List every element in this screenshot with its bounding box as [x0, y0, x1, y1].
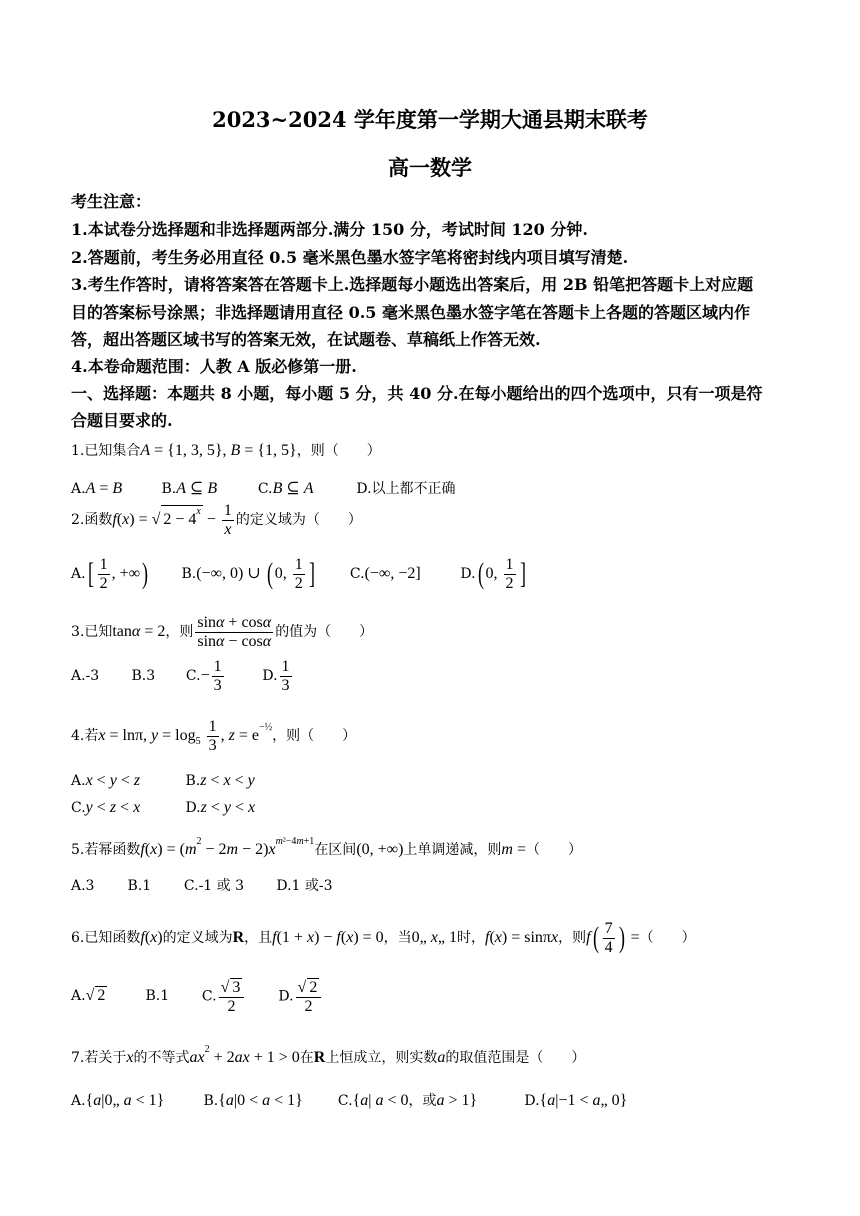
option-c: C.− $\frac{1}{3}$ [185, 658, 222, 694]
option-d: D.{a|−1 < a„ 0} [524, 1092, 628, 1109]
question-5-options [71, 875, 333, 895]
question-4: 4.若x = lnπ, $y = \log_5$ $\frac{1}{3}$ , $z = e^{-\frac{1}{2}}$，则（ ） [71, 718, 357, 754]
exam-title: 2023~2024 学年度第一学期大通县期末联考 [212, 107, 648, 132]
question-6-options [71, 978, 323, 1015]
option-b: B.(−∞, 0) ∪ ( 0, $\frac{1}{2}$ ] [181, 556, 315, 592]
option-c: C.(−∞, −2] [349, 564, 421, 582]
option-c: C. $\frac{√ 3}{2}$ [202, 978, 274, 1015]
option-b: B.z < x < y [185, 772, 255, 789]
option-a: A.{a|0„ a < 1} [71, 1092, 165, 1109]
question-2-options [71, 556, 528, 592]
option-a: A.3 [71, 878, 95, 894]
question-4-options-row2 [71, 799, 255, 817]
option-c: C.-1 或 3 [183, 878, 245, 894]
question-5: 5.若幂函数$f(x) = (m^2 - 2m - 2)x^{m^2-4m+1}$在区间(0, +∞)上单调递减，则m =（ ） [71, 836, 582, 858]
question-6: 6.已知函数f(x)的定义域为R，且f(1 + x) − f(x) = 0，当0„ x„ 1时，f(x) = sinπx，则f( $\frac{7}{4}$ ) =（ ） [71, 920, 696, 956]
section-heading-cont: 合题目要求的. [71, 411, 173, 430]
option-b: B.3 [131, 667, 156, 684]
option-d: D.z < y < x [185, 799, 256, 816]
question-1: 1.已知集合A = {1, 3, 5}, B = {1, 5}，则（ ） [71, 442, 381, 459]
option-b: B.A ⊆ B [161, 480, 218, 497]
option-c: C.B ⊆ A [257, 480, 314, 497]
question-4-options-row1 [71, 772, 255, 790]
notice-heading: 考生注意： [71, 192, 152, 211]
option-c: C.y < z < x [71, 799, 141, 816]
question-3: 3.已知tanα = 2，则 $\frac{\sin\alpha + \cos\alpha}{\sin\alpha - \cos\alpha}$ 的值为（ ） [71, 614, 374, 650]
notice-item-3-cont2: 答，超出答题区域书写的答案无效，在试题卷、草稿纸上作答无效. [71, 330, 541, 349]
exam-subject: 高一数学 [388, 155, 472, 180]
question-3-options [71, 658, 294, 694]
question-7-options [71, 1090, 627, 1110]
option-a: A.√ 2 [71, 987, 106, 1005]
option-b: B.1 [127, 878, 152, 894]
question-7: 7.若关于x的不等式$ax^2 + 2ax + 1 > 0$在R上恒成立，则实数a的取值范围是（ ） [71, 1044, 586, 1066]
option-b: B.1 [145, 988, 170, 1005]
question-1-options [71, 478, 456, 498]
option-b: B.{a|0 < a < 1} [203, 1092, 303, 1109]
notice-item-3-cont: 目的答案标号涂黑；非选择题请用直径 0.5 毫米黑色墨水签字笔在答题卡上各题的答题区域内作 [71, 303, 750, 322]
question-2: 2.函数f(x) = √ $2 - 4^x$ − $\frac{1}{x}$ 的定义域为（ ） [71, 502, 362, 538]
option-a: A.A = B [71, 480, 123, 497]
notice-item-4: 4.本卷命题范围：人教 A 版必修第一册. [71, 357, 357, 376]
option-d: D. $\frac{√ 2}{2}$ [278, 978, 323, 1015]
notice-item-1: 1.本试卷分选择题和非选择题两部分.满分 150 分，考试时间 120 分钟. [71, 220, 588, 239]
option-d: D.( 0, $\frac{1}{2}$ ] [460, 556, 526, 592]
notice-item-2: 2.答题前，考生务必用直径 0.5 毫米黑色墨水签字笔将密封线内项目填写清楚. [71, 248, 629, 267]
section-heading: 一、选择题：本题共 8 小题，每小题 5 分，共 40 分.在每小题给出的四个选项中，只有一项是符 [71, 384, 763, 403]
option-a: A.x < y < z [71, 772, 141, 789]
option-a: A.-3 [71, 667, 100, 684]
option-d: D.以上都不正确 [356, 481, 456, 497]
option-a: A.[ $\frac{1}{2}$ , +∞) [71, 556, 148, 592]
notice-item-3: 3.考生作答时，请将答案答在答题卡上.选择题每小题选出答案后，用 2B 铅笔把答题卡上对应题 [71, 275, 754, 294]
option-d: D. $\frac{1}{3}$ [262, 658, 290, 694]
option-c: C.{a| a < 0，或a > 1} [337, 1092, 478, 1109]
option-d: D.1 或-3 [276, 878, 333, 894]
